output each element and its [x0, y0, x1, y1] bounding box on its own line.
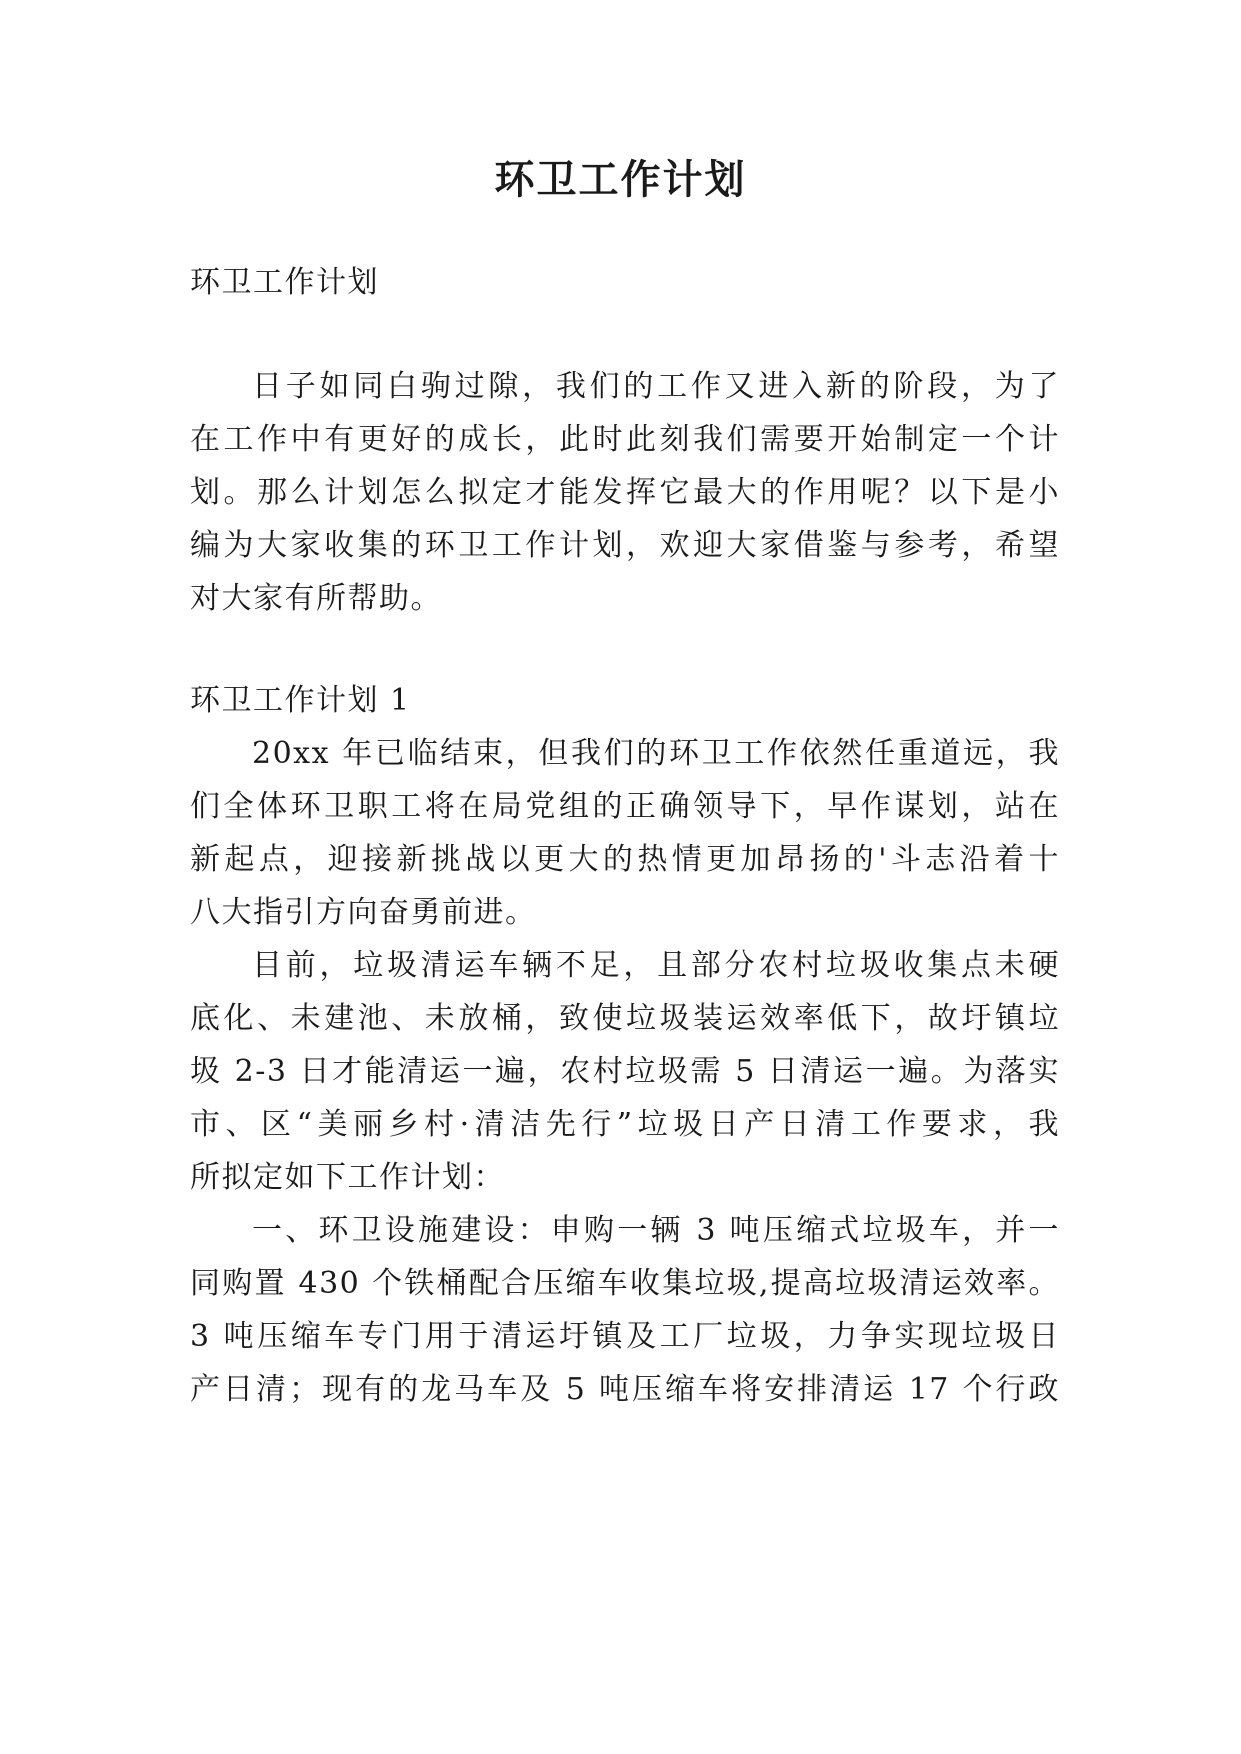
para2-line-4: 市、区“美丽乡村·清洁先行”垃圾日产日清工作要求，我	[190, 1107, 1060, 1142]
para1-line-4: 八大指引方向奋勇前进。	[190, 895, 537, 930]
para1-line-1: 20xx 年已临结束，但我们的环卫工作依然任重道远，我	[252, 736, 1060, 771]
para3-line-2: 同购置 430 个铁桶配合压缩车收集垃圾,提高垃圾清运效率。	[190, 1266, 1060, 1301]
para3-line-1: 一、环卫设施建设：申购一辆 3 吨压缩式垃圾车，并一	[252, 1213, 1060, 1248]
intro-line-1: 日子如同白驹过隙，我们的工作又进入新的阶段，为了	[252, 369, 1060, 404]
document-subtitle: 环卫工作计划	[190, 265, 379, 300]
para2-line-1: 目前，垃圾清运车辆不足，且部分农村垃圾收集点未硬	[252, 948, 1060, 983]
intro-line-2: 在工作中有更好的成长，此时此刻我们需要开始制定一个计	[190, 422, 1060, 457]
intro-line-4: 编为大家收集的环卫工作计划，欢迎大家借鉴与参考，希望	[190, 528, 1060, 563]
para3-line-4: 产日清；现有的龙马车及 5 吨压缩车将安排清运 17 个行政	[190, 1372, 1060, 1407]
section-heading: 环卫工作计划 1	[190, 683, 411, 718]
document-title: 环卫工作计划	[494, 157, 747, 203]
intro-line-5: 对大家有所帮助。	[190, 581, 442, 616]
para1-line-3: 新起点，迎接新挑战以更大的热情更加昂扬的'斗志沿着十	[190, 842, 1060, 877]
intro-line-3: 划。那么计划怎么拟定才能发挥它最大的作用呢？以下是小	[190, 475, 1060, 510]
para1-line-2: 们全体环卫职工将在局党组的正确领导下，早作谋划，站在	[190, 789, 1060, 824]
para2-line-5: 所拟定如下工作计划：	[190, 1160, 505, 1195]
para2-line-2: 底化、未建池、未放桶，致使垃圾装运效率低下，故圩镇垃	[190, 1001, 1060, 1036]
para3-line-3: 3 吨压缩车专门用于清运圩镇及工厂垃圾，力争实现垃圾日	[190, 1319, 1060, 1354]
para2-line-3: 圾 2-3 日才能清运一遍，农村垃圾需 5 日清运一遍。为落实	[190, 1054, 1060, 1089]
